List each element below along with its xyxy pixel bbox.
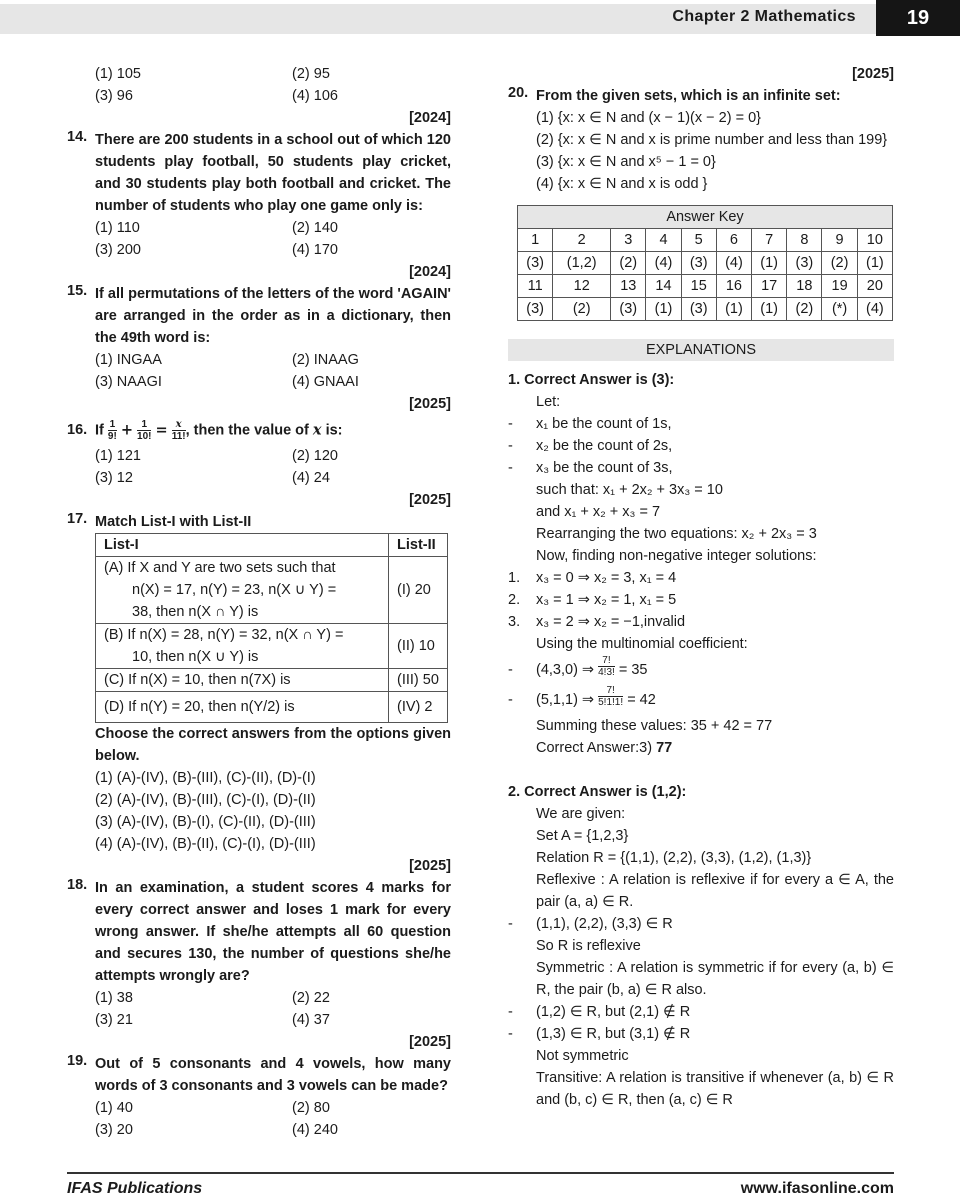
answer-cell: (1) [716, 298, 751, 321]
publisher-name: IFAS Publications [67, 1180, 203, 1197]
answer-cell: (4) [716, 252, 751, 275]
question-number-row [518, 229, 893, 252]
question-number-cell: 7 [752, 229, 787, 252]
question-number-cell: 16 [716, 275, 751, 298]
option: (4) 37 [292, 1012, 330, 1028]
denominator: 10! [137, 430, 152, 442]
bullet-line: - (1,1), (2,2), (3,3) ∈ R [508, 913, 894, 935]
bullet-line: - x₃ be the count of 3s, [508, 457, 894, 479]
answer-cell: (3) [611, 298, 646, 321]
year-tag: [2025] [409, 396, 451, 412]
option: (2) 80 [292, 1100, 330, 1116]
cell-line: n(X) = 17, n(Y) = 23, n(X ∪ Y) = [132, 582, 337, 598]
table-cell [96, 624, 389, 669]
q20-options [508, 107, 894, 195]
table-cell: (D) If n(Y) = 20, then n(Y/2) is [96, 692, 389, 723]
fraction [598, 655, 615, 685]
answer-cell: (4) [646, 252, 681, 275]
answer-cell: (2) [611, 252, 646, 275]
denominator: 5!1!1! [598, 697, 624, 708]
table-cell: (C) If n(X) = 10, then n(7X) is [96, 669, 389, 692]
question-number-cell: 15 [681, 275, 716, 298]
chapter-title: Chapter 2 Mathematics [672, 8, 856, 25]
fraction [598, 685, 623, 715]
explanations-heading: EXPLANATIONS [508, 339, 894, 361]
cell-line: (A) If X and Y are two sets such that [104, 560, 336, 576]
q18-options [67, 987, 451, 1031]
bullet-line: - x₂ be the count of 2s, [508, 435, 894, 457]
option: (2) (A)-(IV), (B)-(III), (C)-(I), (D)-(II) [95, 792, 316, 808]
table-row [96, 624, 448, 669]
numerator: 7! [598, 685, 623, 697]
option: (4) GNAAI [292, 374, 359, 390]
option: (2) 140 [292, 220, 338, 236]
result: = 42 [627, 692, 656, 708]
numbered-line: 1. x₃ = 0 ⇒ x₂ = 3, x₁ = 4 [508, 567, 894, 589]
numerator: 1 [137, 419, 151, 431]
table-cell: (III) 50 [389, 669, 448, 692]
table-cell: (IV) 2 [389, 692, 448, 723]
text-line [508, 737, 894, 759]
question-text: If all permutations of the letters of the word 'AGAIN' are arranged in the order as in a dictionary, then the 49th word is: [95, 286, 451, 346]
question-number: 15. [67, 283, 88, 299]
cell-line: 38, then n(X ∩ Y) is [132, 604, 259, 620]
question-number-cell: 2 [553, 229, 611, 252]
question-text: In an examination, a student scores 4 marks for every correct answer and loses 1 mark for every wrong answer. If she/he attempts all 60 question and secures 130, the number of questions she/he attempts wrongly are? [95, 880, 451, 984]
answer-cell: (1) [752, 298, 787, 321]
bullet-text: x₂ be the count of 2s, [536, 438, 673, 454]
text-line: Set A = {1,2,3} [536, 828, 629, 844]
correct-answer-value: 77 [656, 740, 673, 756]
option: (1) 40 [95, 1100, 133, 1116]
explanation-head: 1. Correct Answer is (3): [508, 372, 675, 388]
answer-cell: (3) [681, 252, 716, 275]
question-17 [67, 511, 451, 533]
option: (2) INAAG [292, 352, 359, 368]
option: (1) (A)-(IV), (B)-(III), (C)-(II), (D)-(I) [95, 770, 316, 786]
question-number: 16. [67, 422, 88, 438]
option: (2) 120 [292, 448, 338, 464]
question-number-cell: 13 [611, 275, 646, 298]
choose-instruction: Choose the correct answers from the options given below. [95, 726, 451, 764]
bullet-line: - (5,1,1) ⇒ $\frac{7!}{5!1!1!}$ = 42 [508, 685, 894, 715]
option: (2) 95 [292, 66, 330, 82]
question-number-cell: 20 [857, 275, 892, 298]
step-text: x₃ = 0 ⇒ x₂ = 3, x₁ = 4 [536, 570, 677, 586]
text-line: Transitive: A relation is transitive if whenever (a, b) ∈ R and (b, c) ∈ R, then (a, c) ∈ R [536, 1070, 894, 1108]
table-header: List-I [96, 534, 389, 557]
question-text: From the given sets, which is an infinite set: [536, 88, 841, 104]
question-number-cell: 17 [752, 275, 787, 298]
fraction [137, 419, 151, 442]
q15-options [67, 349, 451, 393]
table-header: List-II [389, 534, 448, 557]
page-number: 19 [876, 0, 960, 36]
option: (3) (A)-(IV), (B)-(I), (C)-(II), (D)-(III) [95, 814, 316, 830]
cell-line: 10, then n(X ∪ Y) is [132, 649, 259, 665]
question-number-cell: 12 [553, 275, 611, 298]
option: (4) 170 [292, 242, 338, 258]
denominator: 9! [107, 430, 117, 442]
answer-cell: (3) [518, 298, 553, 321]
answer-cell: (2) [787, 298, 822, 321]
step-text: x₃ = 2 ⇒ x₂ = −1,invalid [536, 614, 686, 630]
bullet-line: - (4,3,0) ⇒ $\frac{7!}{4!3!}$ = 35 [508, 655, 894, 685]
match-table [95, 533, 448, 723]
q14-options [67, 217, 451, 261]
answer-row [518, 252, 893, 275]
question-text: Match List-I with List-II [95, 514, 252, 530]
table-cell: (II) 10 [389, 624, 448, 669]
step-text: x₃ = 1 ⇒ x₂ = 1, x₁ = 5 [536, 592, 677, 608]
answer-cell: (1) [752, 252, 787, 275]
table-row [96, 692, 448, 723]
option: (2) {x: x ∈ N and x is prime number and less than 199} [536, 132, 888, 148]
question-number-cell: 1 [518, 229, 553, 252]
q16-is: is: [325, 421, 343, 438]
question-number-cell: 4 [646, 229, 681, 252]
q13-options [67, 63, 451, 107]
table-cell: (I) 20 [389, 557, 448, 624]
option: (1) 38 [95, 990, 133, 1006]
answer-cell: (*) [822, 298, 857, 321]
answer-cell: (2) [553, 298, 611, 321]
question-number-cell: 10 [857, 229, 892, 252]
bullet-text: (1,2) ∈ R, but (2,1) ∉ R [536, 1004, 691, 1020]
numerator: x [172, 419, 186, 431]
denominator: 11! [171, 430, 186, 442]
question-18 [67, 877, 451, 987]
result: = 35 [618, 662, 648, 678]
correct-answer-label: Correct Answer:3) [536, 740, 653, 756]
answer-key-title: Answer Key [518, 206, 893, 229]
option: (3) 200 [95, 242, 141, 258]
numbered-line: 2. x₃ = 1 ⇒ x₂ = 1, x₁ = 5 [508, 589, 894, 611]
q19-options [67, 1097, 451, 1141]
question-14 [67, 129, 451, 217]
option: (4) 24 [292, 470, 330, 486]
year-tag: [2025] [409, 1034, 451, 1050]
answer-cell: (1) [857, 252, 892, 275]
bullet-text: (1,3) ∈ R, but (3,1) ∉ R [536, 1026, 691, 1042]
text-line: Using the multinomial coefficient: [536, 636, 748, 652]
question-number-cell: 14 [646, 275, 681, 298]
right-column [508, 63, 894, 1111]
text-line: and x₁ + x₂ + x₃ = 7 [536, 504, 661, 520]
q17-options [67, 767, 451, 855]
year-tag: [2025] [852, 66, 894, 82]
answer-cell: (4) [857, 298, 892, 321]
answer-cell: (1) [646, 298, 681, 321]
table-row [96, 557, 448, 624]
cell-line: (B) If n(X) = 28, n(Y) = 32, n(X ∩ Y) = [104, 627, 344, 643]
option: (3) 20 [95, 1122, 133, 1138]
answer-cell: (2) [822, 252, 857, 275]
tuple: (5,1,1) ⇒ [536, 692, 595, 708]
page-header [0, 0, 960, 36]
year-tag: [2025] [409, 858, 451, 874]
question-text: Out of 5 consonants and 4 vowels, how many words of 3 consonants and 3 vowels can be made? [95, 1056, 451, 1094]
year-tag: [2025] [409, 492, 451, 508]
q16-options [67, 445, 451, 489]
bullet-text: x₃ be the count of 3s, [536, 460, 673, 476]
option: (1) INGAA [95, 352, 162, 368]
q16-pre: If [95, 421, 104, 438]
explanation-1 [508, 369, 894, 759]
option: (4) 240 [292, 1122, 338, 1138]
q16-post: , then the value of [185, 421, 309, 438]
option: (1) 121 [95, 448, 141, 464]
text-line: such that: x₁ + 2x₂ + 3x₃ = 10 [536, 482, 723, 498]
website-link[interactable]: www.ifasonline.com [740, 1180, 894, 1197]
table-cell [96, 557, 389, 624]
denominator: 4!3! [598, 667, 615, 678]
numerator: 7! [598, 655, 615, 667]
option: (4) (A)-(IV), (B)-(II), (C)-(I), (D)-(III) [95, 836, 316, 852]
text-line: Symmetric : A relation is symmetric if for every (a, b) ∈ R, the pair (b, a) ∈ R also. [536, 960, 894, 998]
bullet-text: (1,1), (2,2), (3,3) ∈ R [536, 916, 673, 932]
q16-var: x [312, 420, 322, 438]
answer-cell: (3) [681, 298, 716, 321]
table-header-row [96, 534, 448, 557]
option: (2) 22 [292, 990, 330, 1006]
year-tag: [2024] [409, 264, 451, 280]
question-19 [67, 1053, 451, 1097]
question-text: There are 200 students in a school out of which 120 students play football, 50 students play cricket, and 30 students play both football and cricket. The number of students who play one game only is: [95, 132, 451, 214]
numbered-line: 3. x₃ = 2 ⇒ x₂ = −1,invalid [508, 611, 894, 633]
text-line: Summing these values: 35 + 42 = 77 [536, 718, 773, 734]
option: (1) {x: x ∈ N and (x − 1)(x − 2) = 0} [536, 110, 761, 126]
question-number-cell: 11 [518, 275, 553, 298]
explanation-2 [508, 781, 894, 1111]
left-column [67, 63, 451, 1141]
text-line: Now, finding non-negative integer solutions: [536, 548, 817, 564]
question-number: 18. [67, 877, 88, 893]
bullet-line: - (1,3) ∈ R, but (3,1) ∉ R [508, 1023, 894, 1045]
text-line: Rearranging the two equations: x₂ + 2x₃ = 3 [536, 526, 817, 542]
answer-key-table [517, 205, 893, 321]
question-number-cell: 8 [787, 229, 822, 252]
text-line: Let: [536, 394, 561, 410]
text-line: Not symmetric [536, 1048, 629, 1064]
text-line: So R is reflexive [536, 938, 641, 954]
answer-key-title-row [518, 206, 893, 229]
question-number: 17. [67, 511, 88, 527]
question-number-cell: 19 [822, 275, 857, 298]
bullet-line: - (1,2) ∈ R, but (2,1) ∉ R [508, 1001, 894, 1023]
fraction [108, 419, 117, 442]
question-text: If $\frac{1}{9!}$ + $\frac{1}{10!}$ = $\frac{x}{11!}$ , then the value of x is: [95, 418, 343, 442]
question-16 [67, 415, 451, 445]
option: (3) {x: x ∈ N and x⁵ − 1 = 0} [536, 154, 716, 170]
question-number-cell: 18 [787, 275, 822, 298]
option: (1) 105 [95, 66, 141, 82]
question-number-cell: 6 [716, 229, 751, 252]
text-line: Relation R = {(1,1), (2,2), (3,3), (1,2), (1,3)} [536, 850, 812, 866]
numerator: 1 [109, 418, 116, 430]
bullet-line: - x₁ be the count of 1s, [508, 413, 894, 435]
text-line: We are given: [536, 806, 626, 822]
option: (3) 96 [95, 88, 133, 104]
text-line: Reflexive : A relation is reflexive if for every a ∈ A, the pair (a, a) ∈ R. [536, 872, 894, 910]
question-number-cell: 3 [611, 229, 646, 252]
option: (3) 21 [95, 1012, 133, 1028]
bullet-text: x₁ be the count of 1s, [536, 416, 672, 432]
question-number-row [518, 275, 893, 298]
answer-cell: (1,2) [553, 252, 611, 275]
option: (4) {x: x ∈ N and x is odd } [536, 176, 708, 192]
question-number: 19. [67, 1053, 88, 1069]
tuple: (4,3,0) ⇒ [536, 662, 595, 678]
fraction [172, 419, 186, 442]
question-number: 20. [508, 85, 529, 101]
option: (3) NAAGI [95, 374, 162, 390]
answer-cell: (3) [518, 252, 553, 275]
question-15 [67, 283, 451, 349]
question-number-cell: 9 [822, 229, 857, 252]
question-number: 14. [67, 129, 88, 145]
option: (3) 12 [95, 470, 133, 486]
explanation-head: 2. Correct Answer is (1,2): [508, 784, 687, 800]
question-20 [508, 85, 894, 107]
answer-row [518, 298, 893, 321]
answer-cell: (3) [787, 252, 822, 275]
year-tag: [2024] [409, 110, 451, 126]
option: (4) 106 [292, 88, 338, 104]
option: (1) 110 [95, 220, 140, 236]
table-row [96, 669, 448, 692]
question-number-cell: 5 [681, 229, 716, 252]
footer-rule [67, 1172, 894, 1174]
